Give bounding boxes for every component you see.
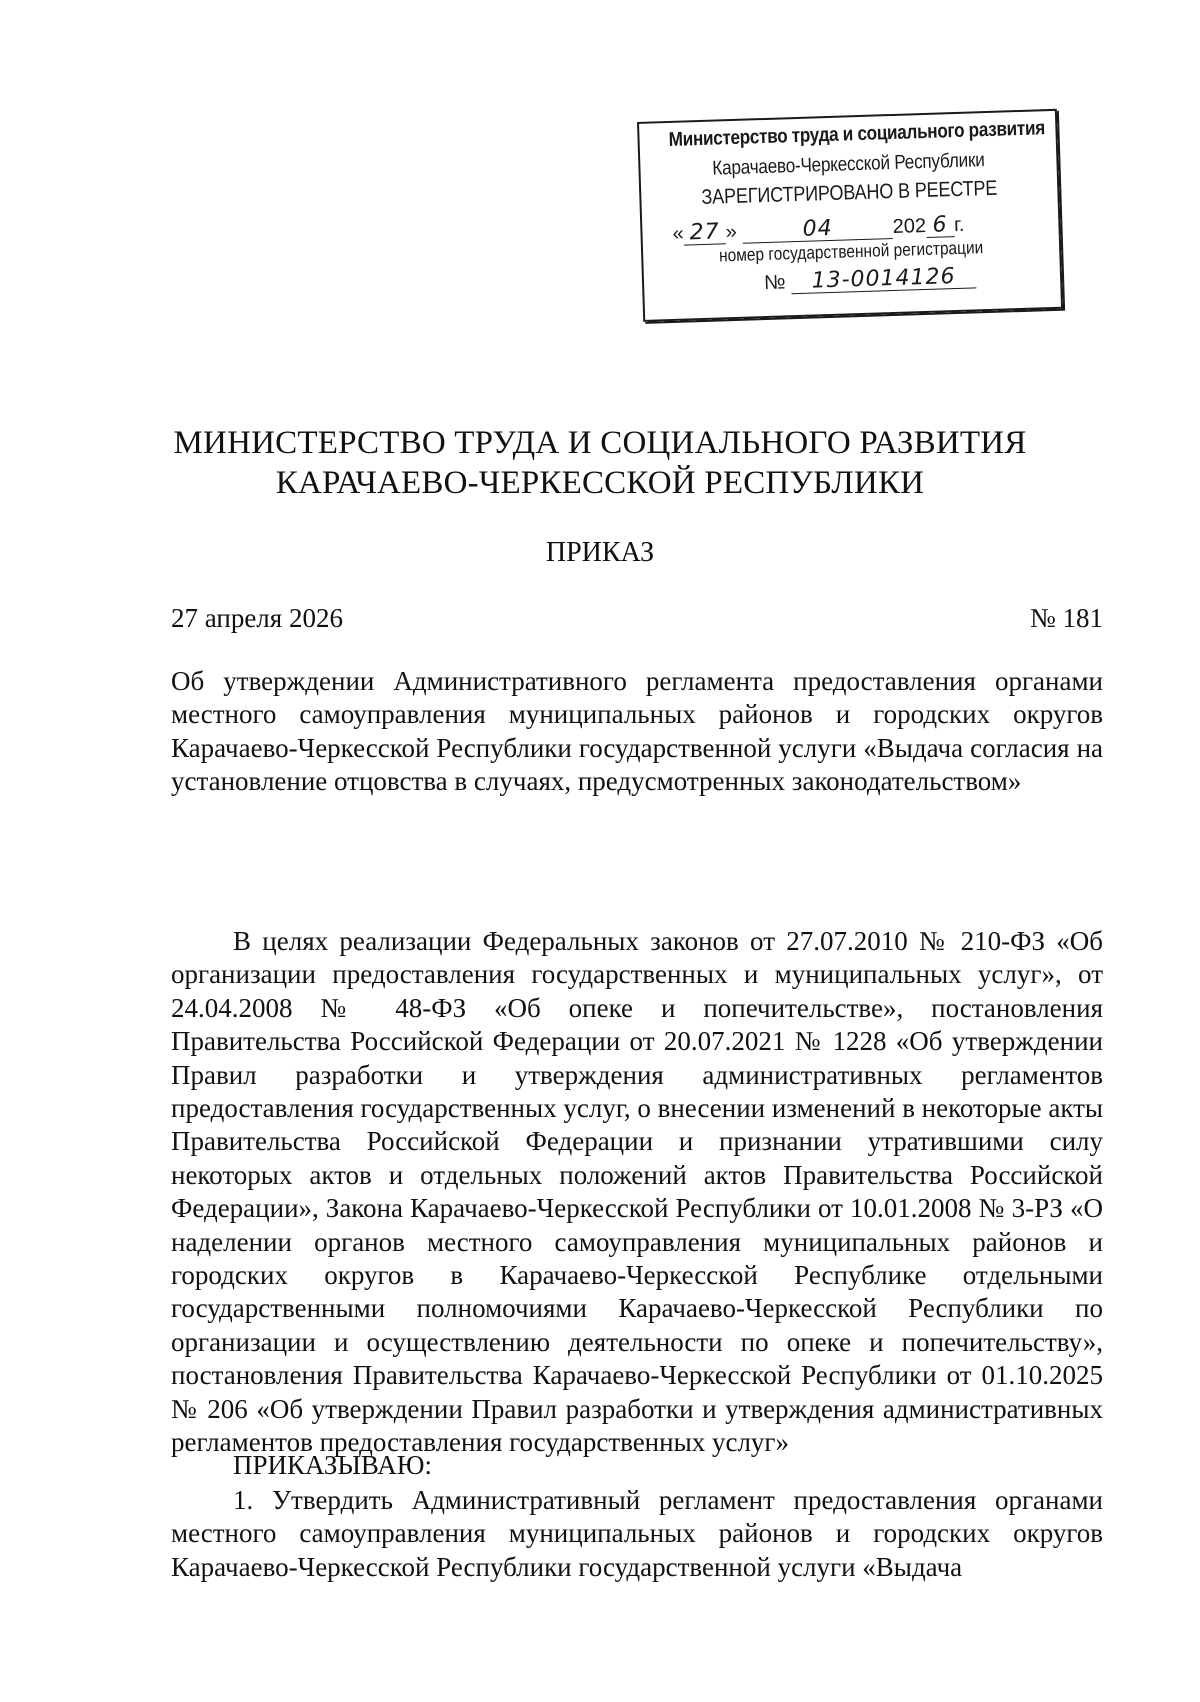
stamp-year-prefix: 202 <box>892 214 927 239</box>
stamp-open-quote: « <box>672 222 684 245</box>
ministry-title-line2: КАРАЧАЕВО-ЧЕРКЕССКОЙ РЕСПУБЛИКИ <box>275 465 925 501</box>
document-type: ПРИКАЗ <box>545 537 655 568</box>
stamp-no-label: № <box>763 271 786 295</box>
stamp-reg-number: 13-0014126 <box>791 265 977 294</box>
order-preamble: В целях реализации Федеральных законов от 27.07.2010 № 210-ФЗ «Об организации предоставления государственных и муниципальных услуг», от 24.04.2008 № 48-ФЗ «Об опеке и попечительстве», постановления Правительства Российской Федерации от 20.07.2021 № 1228 «Об утверждении Правил разработки и утверждения административных регламентов предоставления государственных услуг, о внесении изменений в некоторые акты Правительства Российской Федерации и признании утратившими силу некоторых актов и отдельных положений актов Правительства Российской Федерации», Закона Карачаево-Черкесской Республики от 10.01.2008 № 3-РЗ «О наделении органов местного самоуправления муниципальных районов и городских округов в Карачаево-Черкесской Республике отдельными государственными полномочиями Карачаево-Черкесской Республики по организации и осуществлению деятельности по опеке и попечительству», постановления Правительства Карачаево-Черкесской Республики от 01.10.2025 № 206 «Об утверждении Правил разработки и утверждения административных регламентов предоставления государственных услуг» <box>171 926 1104 1458</box>
stamp-year-suffix: г. <box>953 213 965 237</box>
stamp-number-line <box>764 264 1025 295</box>
stamp-close-quote: » <box>725 220 738 244</box>
order-subject: Об утверждении Административного регламента предоставления органами местного самоуправления муниципальных районов и городских округов Карачаево-Черкесской Республики государственной услуги «Выдача согласия на установление отцовства в случаях, предусмотренных законодательством» <box>171 666 1103 797</box>
stamp-day: 27 <box>683 221 726 245</box>
stamp-reg-label: номер государственной регистрации <box>718 237 984 266</box>
order-date: 27 апреля 2026 <box>171 603 343 633</box>
order-item-1: 1. Утвердить Административный регламент предоставления органами местного самоуправления муниципальных районов и городских округов Карачаево-Черкесской Республики государственной услуги «Выдача <box>171 1485 1103 1582</box>
order-number: № 181 <box>1029 603 1103 633</box>
stamp-registered-line: ЗАРЕГИСТРИРОВАНО В РЕЕСТРЕ <box>701 176 998 210</box>
order-directive: ПРИКАЗЫВАЮ: <box>233 1450 432 1480</box>
ministry-title-line1: МИНИСТЕРСТВО ТРУДА И СОЦИАЛЬНОГО РАЗВИТИЯ <box>173 425 1027 461</box>
stamp-year-digit: 6 <box>926 214 955 238</box>
stamp-ministry-line: Министерство труда и социального развития <box>668 117 1046 152</box>
stamp-republic-line: Карачаево-Черкесской Республики <box>712 149 985 180</box>
registration-stamp <box>637 109 1063 322</box>
stamp-month: 04 <box>742 216 893 244</box>
